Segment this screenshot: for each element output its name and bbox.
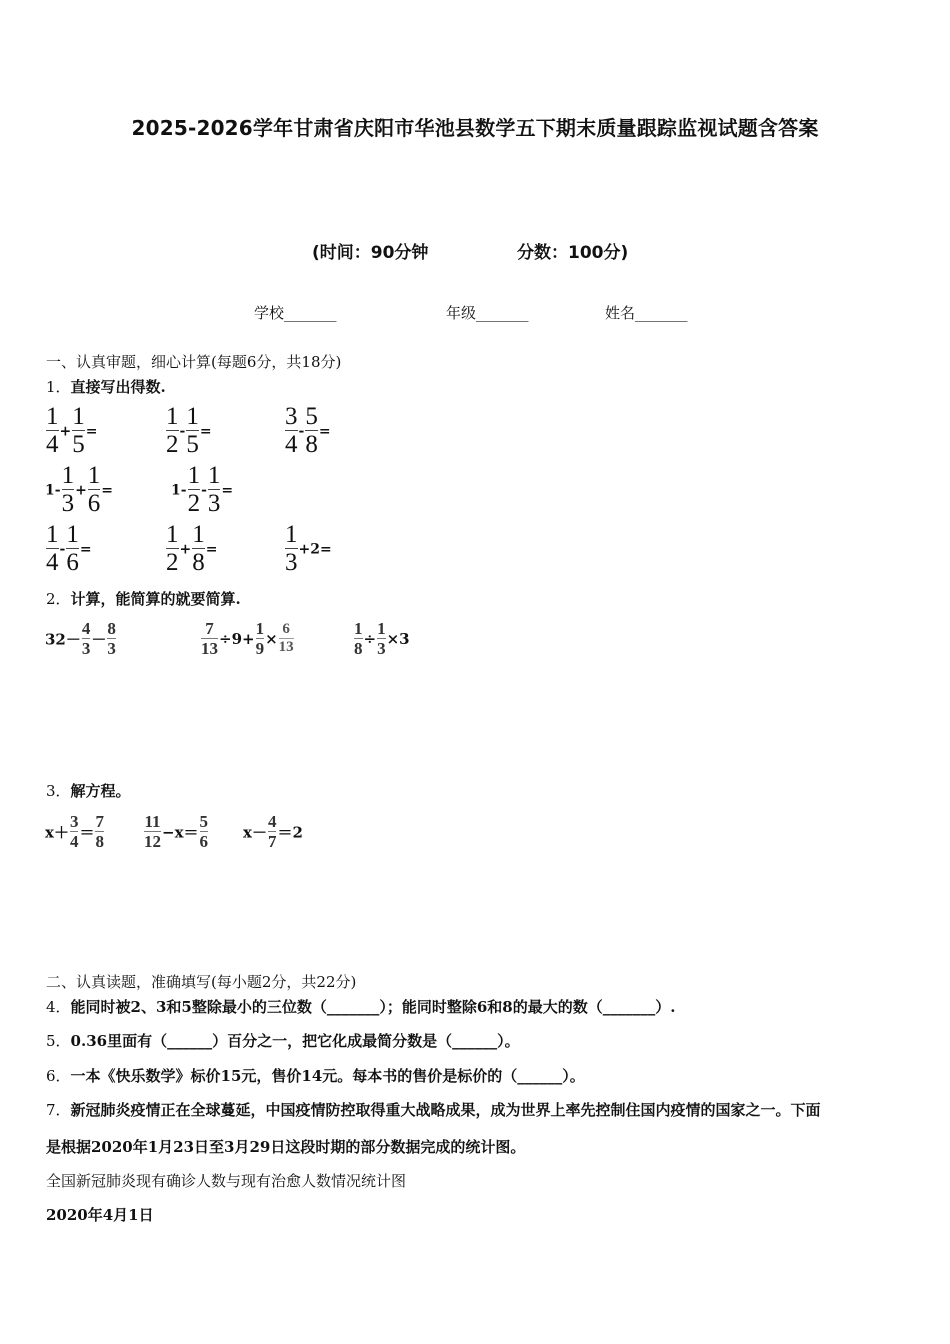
question-number: 6． <box>46 1067 71 1085</box>
fraction: $\frac{1}{6}$ <box>66 521 79 577</box>
question-text: 计算，能简算的就要简算. <box>70 590 241 608</box>
q2-expr-2: $\frac{7}{13}$ ÷9+ $\frac{1}{9}$ × $\frac{6}{13}$ <box>201 619 294 658</box>
q3-expr-2: $\frac{11}{12}$ −x＝ $\frac{5}{6}$ <box>144 812 209 851</box>
question-text: 解方程。 <box>70 782 131 800</box>
fraction: $\frac{7}{8}$ <box>95 812 104 851</box>
question-text: 0.36里面有（______）百分之一，把它化成最简分数是（______）。 <box>70 1032 520 1050</box>
fraction: $\frac{1}{5}$ <box>186 403 199 459</box>
page-title: 2025-2026学年甘肃省庆阳市华池县数学五下期末质量跟踪监视试题含答案 <box>131 116 819 140</box>
fraction: $\frac{6}{13}$ <box>278 621 294 655</box>
question-number: 1． <box>46 378 71 396</box>
fraction: $\frac{5}{8}$ <box>305 403 318 459</box>
exam-score: 分数：100分) <box>517 243 629 263</box>
question-number: 4． <box>46 998 71 1016</box>
fraction: $\frac{1}{2}$ <box>166 403 179 459</box>
fraction: $\frac{3}{4}$ <box>69 812 79 851</box>
q1-expr-5: 1- $\frac{1}{2}$ - $\frac{1}{3}$ = <box>171 462 234 518</box>
fraction: $\frac{1}{4}$ <box>46 521 59 577</box>
section-2-heading: 二、认真读题，准确填写(每小题2分，共22分) <box>46 973 357 991</box>
fraction: $\frac{1}{8}$ <box>354 619 363 658</box>
fraction: $\frac{3}{4}$ <box>285 403 298 459</box>
q1-expr-7: $\frac{1}{2}$ + $\frac{1}{8}$ = <box>166 521 218 577</box>
question-5 <box>46 1030 520 1051</box>
question-number: 3． <box>46 782 71 800</box>
q2-expr-1: 32－ $\frac{4}{3}$ － $\frac{8}{3}$ <box>45 619 116 658</box>
question-text: 直接写出得数. <box>70 378 166 396</box>
question-1 <box>46 376 166 397</box>
question-6 <box>46 1065 585 1086</box>
name-field[interactable]: 姓名_______ <box>605 304 688 322</box>
fraction: $\frac{1}{3}$ <box>285 521 298 577</box>
question-4 <box>46 996 675 1017</box>
fraction: $\frac{4}{3}$ <box>81 619 91 658</box>
question-number: 7． <box>46 1101 71 1119</box>
fraction: $\frac{1}{9}$ <box>255 619 265 658</box>
fraction: $\frac{1}{6}$ <box>87 462 101 518</box>
question-2 <box>46 588 241 609</box>
fraction: $\frac{1}{3}$ <box>207 462 221 518</box>
q1-expr-6: $\frac{1}{4}$ - $\frac{1}{6}$ = <box>46 521 92 577</box>
question-text: 是根据2020年1月23日至3月29日这段时期的部分数据完成的统计图。 <box>46 1138 526 1156</box>
question-7 <box>46 1099 821 1120</box>
fraction: $\frac{7}{13}$ <box>201 619 218 658</box>
question-7-line-2 <box>46 1136 525 1157</box>
fraction: $\frac{1}{3}$ <box>61 462 75 518</box>
chart-date: 2020年4月1日 <box>46 1206 154 1224</box>
fraction: $\frac{1}{4}$ <box>46 403 59 459</box>
chart-title: 全国新冠肺炎现有确诊人数与现有治愈人数情况统计图 <box>46 1172 407 1190</box>
fraction: $\frac{11}{12}$ <box>144 812 161 851</box>
exam-time: (时间：90分钟 <box>312 243 429 263</box>
question-text: 新冠肺炎疫情正在全球蔓延，中国疫情防控取得重大战略成果，成为世界上率先控制住国内疫情的国家之一。下面 <box>70 1101 821 1119</box>
fraction: $\frac{5}{6}$ <box>199 812 209 851</box>
question-text: 能同时被2、3和5整除最小的三位数（_______）；能同时整除6和8的最大的数（_______）. <box>70 998 676 1016</box>
fraction: $\frac{1}{2}$ <box>187 462 201 518</box>
question-number: 5． <box>46 1032 71 1050</box>
grade-field[interactable]: 年级_______ <box>446 304 529 322</box>
q3-expr-3: x－ $\frac{4}{7}$ ＝2 <box>243 812 303 851</box>
q2-expr-3: $\frac{1}{8}$ ÷ $\frac{1}{3}$ ×3 <box>354 619 410 658</box>
school-field[interactable]: 学校_______ <box>254 304 337 322</box>
question-3 <box>46 780 131 801</box>
q1-expr-2: $\frac{1}{2}$ - $\frac{1}{5}$ = <box>166 403 212 459</box>
q1-expr-3: $\frac{3}{4}$ - $\frac{5}{8}$ = <box>285 403 331 459</box>
fraction: $\frac{1}{8}$ <box>192 521 205 577</box>
section-1-heading: 一、认真审题，细心计算(每题6分，共18分) <box>46 353 342 371</box>
fraction: $\frac{8}{3}$ <box>107 619 116 658</box>
fraction: $\frac{1}{3}$ <box>377 619 386 658</box>
q1-expr-4: 1- $\frac{1}{3}$ + $\frac{1}{6}$ = <box>45 462 114 518</box>
fraction: $\frac{1}{2}$ <box>166 521 179 577</box>
question-text: 一本《快乐数学》标价15元，售价14元。每本书的售价是标价的（______）。 <box>70 1067 585 1085</box>
question-number: 2． <box>46 590 71 608</box>
q3-expr-1: x＋ $\frac{3}{4}$ ＝ $\frac{7}{8}$ <box>45 812 104 851</box>
q1-expr-1: $\frac{1}{4}$ + $\frac{1}{5}$ = <box>46 403 98 459</box>
fraction: $\frac{1}{5}$ <box>72 403 85 459</box>
fraction: $\frac{4}{7}$ <box>267 812 277 851</box>
q1-expr-8: $\frac{1}{3}$ +2= <box>285 521 332 577</box>
